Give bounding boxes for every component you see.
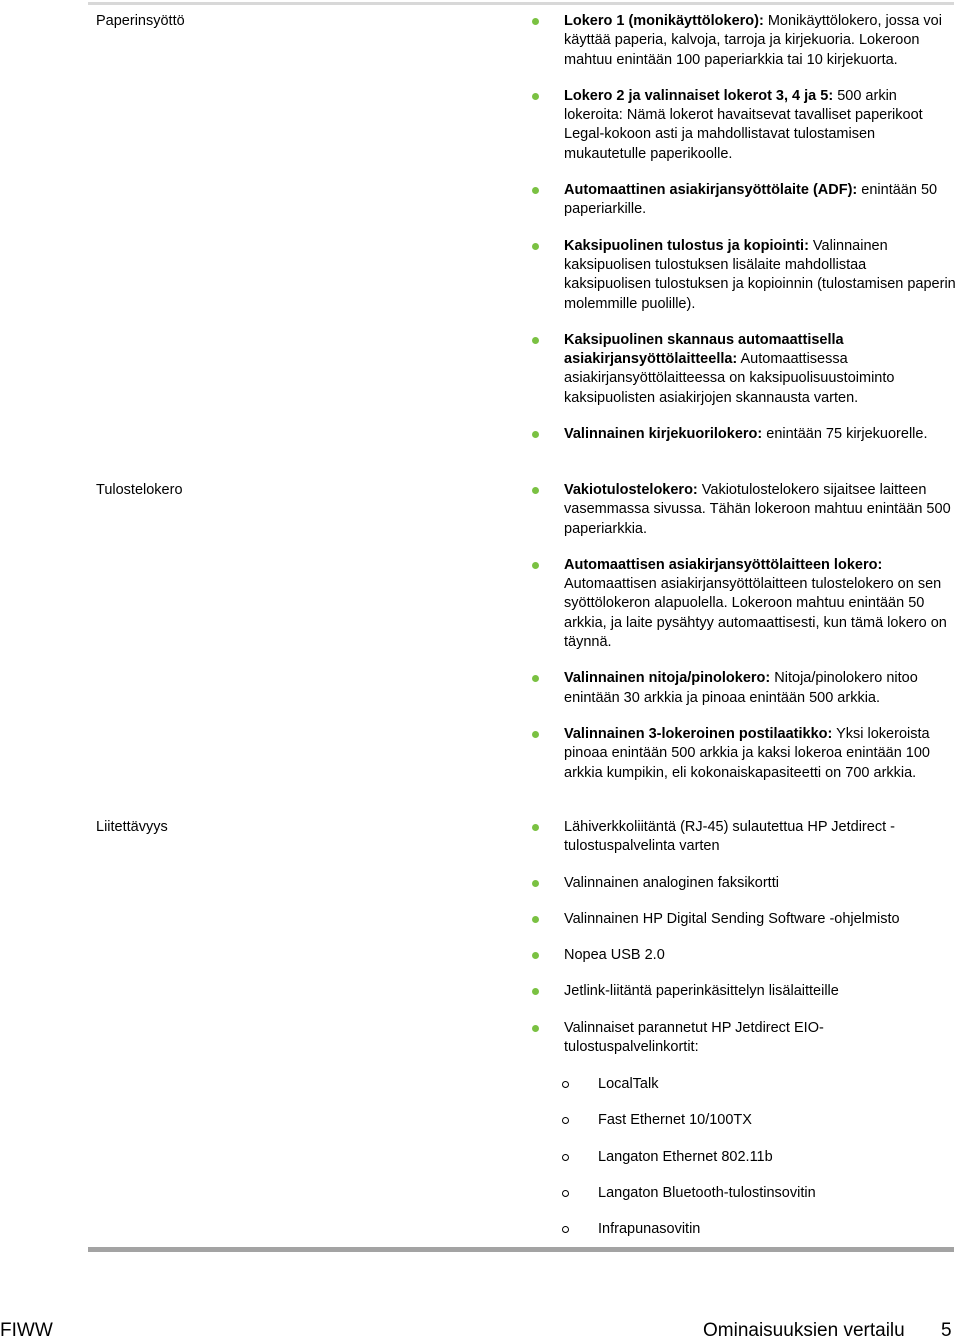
list-item: Kaksipuolinen tulostus ja kopiointi: Valinnainen kaksipuolisen tulostuksen lisälaite mahdollistaa kaksipuolisen tulostuksen ja kopioinnin (tulostamisen paperin molemmille puolille).: [532, 237, 957, 314]
list-item: Kaksipuolinen skannaus automaattisella asiakirjansyöttölaitteella: Automaattisessa asiakirjansyöttölaitteessa on kaksipuolisuustoiminto kaksipuolisten asiakirjojen skannausta varten.: [532, 331, 957, 408]
list-item: Valinnainen kirjekuorilokero: enintään 75 kirjekuorelle.: [532, 425, 957, 444]
section-label: Tulostelokero: [96, 482, 183, 498]
bullet-list: [532, 12, 957, 444]
bullet-icon: [532, 18, 539, 25]
top-divider: [88, 2, 954, 5]
bottom-divider: [88, 1247, 954, 1252]
section-label: Liitettävyys: [96, 819, 168, 835]
circle-bullet-icon: [562, 1190, 569, 1197]
sub-list-item: Langaton Ethernet 802.11b: [532, 1148, 957, 1167]
list-item: Valinnainen nitoja/pinolokero: Nitoja/pinolokero nitoo enintään 30 arkkia ja pinoaa enintään 500 arkkia.: [532, 669, 957, 708]
list-item: Valinnaiset parannetut HP Jetdirect EIO-tulostuspalvelinkortit:: [532, 1019, 957, 1058]
circle-bullet-icon: [562, 1154, 569, 1161]
list-item: Lokero 1 (monikäyttölokero): Monikäyttölokero, jossa voi käyttää paperia, kalvoja, tarroja ja kirjekuoria. Lokeroon mahtuu enintään 100 paperiarkkia tai 10 kirjekuorta.: [532, 12, 957, 70]
bullet-icon: [532, 880, 539, 887]
bullet-icon: [532, 93, 539, 100]
bullet-icon: [532, 187, 539, 194]
bullet-icon: [532, 824, 539, 831]
sub-list-item: Fast Ethernet 10/100TX: [532, 1111, 957, 1130]
sub-list-item: Langaton Bluetooth-tulostinsovitin: [532, 1184, 957, 1203]
bullet-icon: [532, 562, 539, 569]
bullet-list: [532, 481, 957, 783]
bullet-icon: [532, 675, 539, 682]
section-label: Paperinsyöttö: [96, 13, 185, 29]
sub-list-item: Infrapunasovitin: [532, 1220, 957, 1239]
bullet-icon: [532, 431, 539, 438]
list-item: Valinnainen 3-lokeroinen postilaatikko: Yksi lokeroista pinoaa enintään 500 arkkia ja kaksi lokeroa enintään 100 arkkia kumpikin, eli kokonaiskapasiteetti on 700 arkkia.: [532, 725, 957, 783]
sub-list-item: LocalTalk: [532, 1075, 957, 1094]
bullet-icon: [532, 988, 539, 995]
list-item: Jetlink-liitäntä paperinkäsittelyn lisälaitteille: [532, 982, 957, 1001]
bullet-icon: [532, 731, 539, 738]
circle-bullet-icon: [562, 1226, 569, 1233]
footer-left-label: FIWW: [0, 1320, 53, 1341]
circle-bullet-icon: [562, 1117, 569, 1124]
list-item: Automaattinen asiakirjansyöttölaite (ADF): enintään 50 paperiarkille.: [532, 181, 957, 220]
bullet-icon: [532, 487, 539, 494]
list-item: Nopea USB 2.0: [532, 946, 957, 965]
footer-section-title: Ominaisuuksien vertailu: [703, 1320, 905, 1341]
bullet-list: [532, 818, 957, 1057]
circle-bullet-icon: [562, 1081, 569, 1088]
bullet-icon: [532, 952, 539, 959]
bullet-icon: [532, 916, 539, 923]
list-item: Lokero 2 ja valinnaiset lokerot 3, 4 ja 5: 500 arkin lokeroita: Nämä lokerot havaitsevat tavalliset paperikoot Legal-kokoon asti ja mahdollistavat tulostamisen mukautetulle paperikoolle.: [532, 87, 957, 164]
list-item: Lähiverkkoliitäntä (RJ-45) sulautettua HP Jetdirect -tulostuspalvelinta varten: [532, 818, 957, 857]
bullet-icon: [532, 243, 539, 250]
bullet-icon: [532, 337, 539, 344]
list-item: Valinnainen HP Digital Sending Software -ohjelmisto: [532, 910, 957, 929]
bullet-icon: [532, 1025, 539, 1032]
sub-bullet-list: [532, 1075, 957, 1239]
list-item: Valinnainen analoginen faksikortti: [532, 874, 957, 893]
footer-page-number: 5: [941, 1320, 952, 1341]
list-item: Automaattisen asiakirjansyöttölaitteen lokero: Automaattisen asiakirjansyöttölaitteen tulostelokero on sen syöttölokeron alapuolella. Lokeroon mahtuu enintään 50 arkkia, ja laite pysähtyy automaattisesti, kun tämä lokero on täynnä.: [532, 556, 957, 652]
list-item: Vakiotulostelokero: Vakiotulostelokero sijaitsee laitteen vasemmassa sivussa. Tähän lokeroon mahtuu enintään 500 paperiarkkia.: [532, 481, 957, 539]
